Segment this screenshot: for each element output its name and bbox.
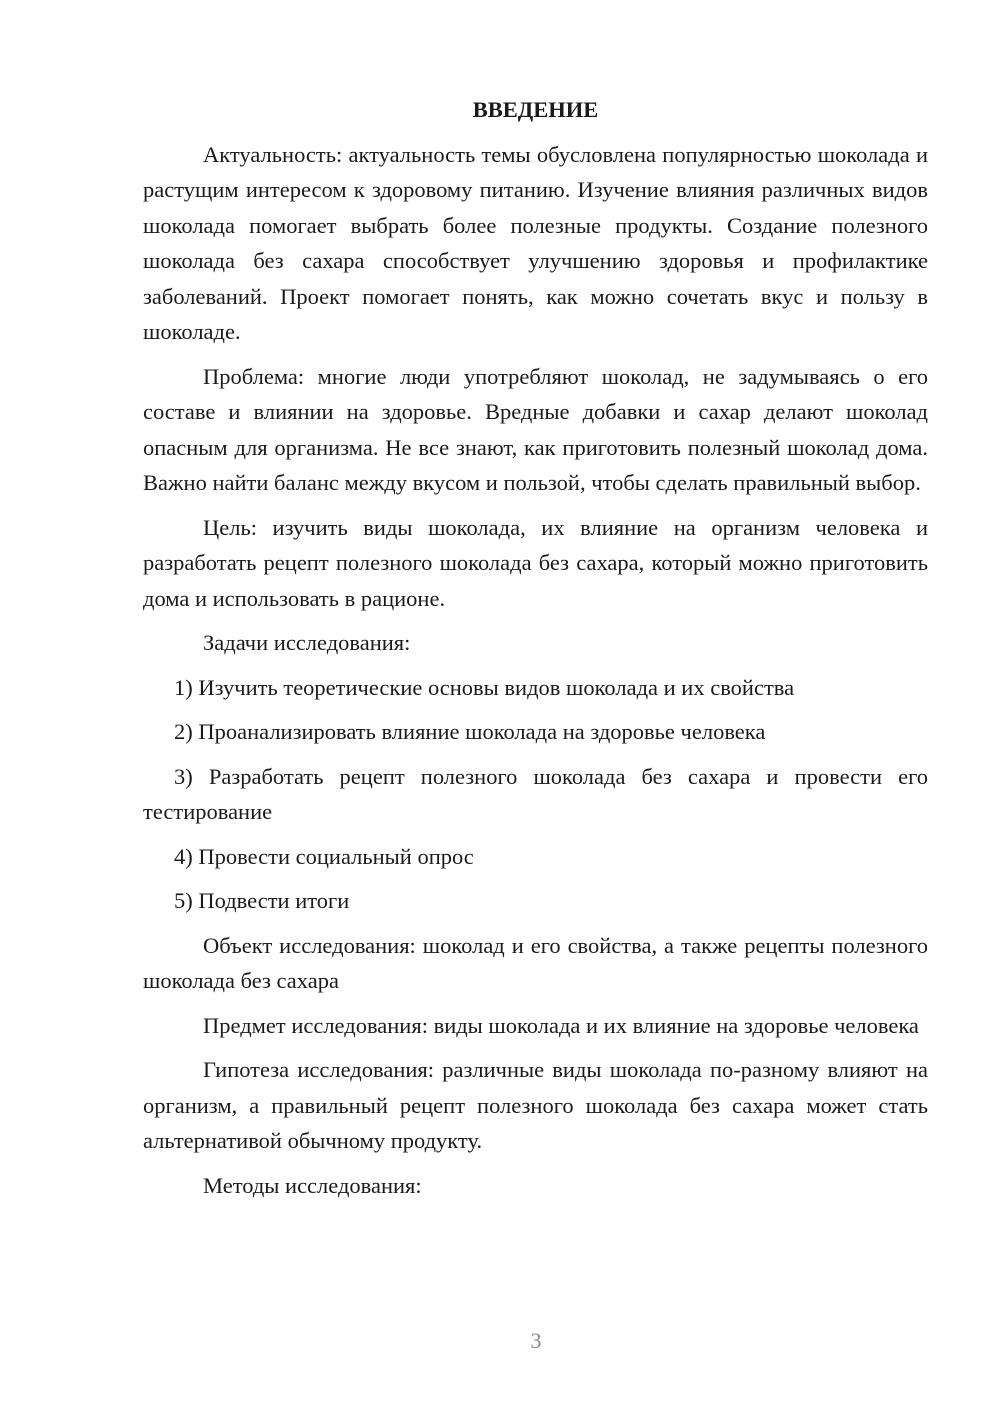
hypothesis-paragraph: Гипотеза исследования: различные виды шоколада по-разному влияют на организм, а правильный рецепт полезного шоколада без сахара может стать альтернативой обычному продукту.	[143, 1057, 928, 1153]
page-number: 3	[530, 1328, 542, 1353]
tasks-title: Задачи исследования:	[203, 630, 411, 655]
relevance-paragraph: Актуальность: актуальность темы обусловлена популярностью шоколада и растущим интересом к здоровому питанию. Изучение влияния различных видов шоколада помогает выбрать более полезные продукты. Создание полезного шоколада без сахара способствует улучшению здоровья и профилактике заболеваний. Проект помогает понять, как можно сочетать вкус и пользу в шоколаде.	[143, 141, 928, 344]
problem-paragraph: Проблема: многие люди употребляют шоколад, не задумываясь о его составе и влиянии на здоровье. Вредные добавки и сахар делают шоколад опасным для организма. Не все знают, как приготовить полезный шоколад дома. Важно найти баланс между вкусом и пользой, чтобы сделать правильный выбор.	[143, 363, 928, 495]
methods-title: Методы исследования:	[203, 1172, 422, 1198]
task-item-1: 1) Изучить теоретические основы видов шоколада и их свойства	[174, 674, 795, 700]
task-item-4: 4) Провести социальный опрос	[174, 843, 474, 869]
section-heading: ВВЕДЕНИЕ	[472, 97, 599, 122]
object-paragraph: Объект исследования: шоколад и его свойства, а также рецепты полезного шоколада без сахара	[143, 932, 928, 993]
task-item-2: 2) Проанализировать влияние шоколада на здоровье человека	[174, 719, 766, 744]
subject-paragraph: Предмет исследования: виды шоколада и их влияние на здоровье человека	[203, 1012, 919, 1038]
task-item-5: 5) Подвести итоги	[174, 888, 350, 913]
goal-paragraph: Цель: изучить виды шоколада, их влияние на организм человека и разработать рецепт полезного шоколада без сахара, который можно приготовить дома и использовать в рационе.	[143, 514, 928, 611]
task-item-3: 3) Разработать рецепт полезного шоколада без сахара и провести его тестирование	[143, 763, 928, 824]
document-page	[143, 92, 928, 1212]
